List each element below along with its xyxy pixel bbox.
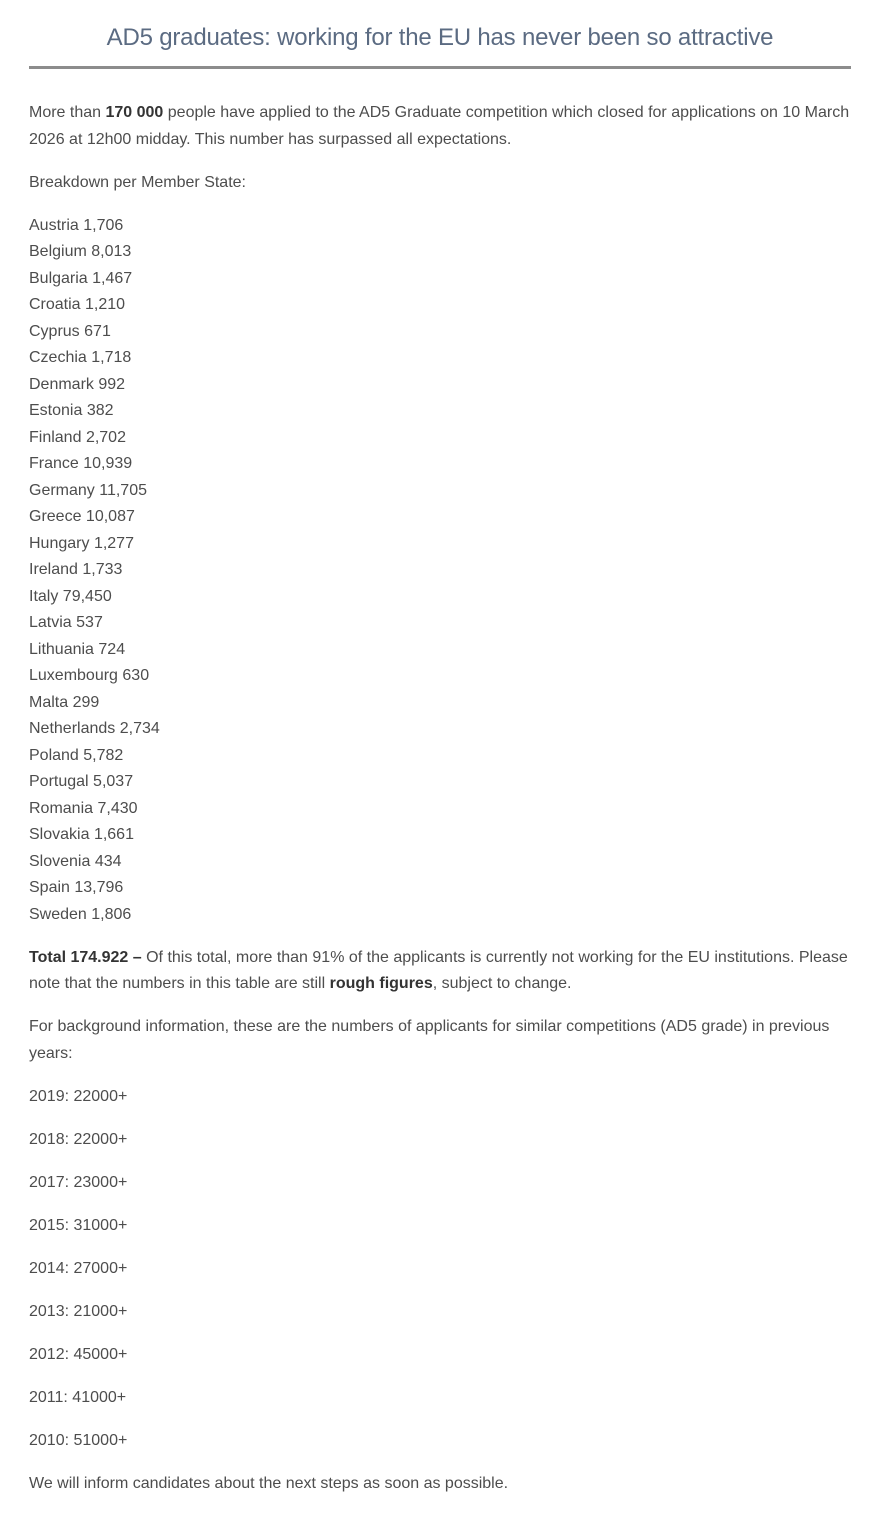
member-state-row (29, 743, 851, 770)
member-state-row (29, 531, 851, 558)
member-state-name: Croatia (29, 296, 81, 313)
previous-year-item: 2011: 41000+ (29, 1388, 127, 1406)
title-divider (29, 66, 851, 69)
member-state-count: 434 (94, 852, 122, 870)
article-body (29, 100, 851, 1514)
page-title: AD5 graduates: working for the EU has never been so attractive (106, 24, 774, 51)
member-state-name: Spain (29, 879, 70, 896)
member-state-row (29, 425, 851, 452)
previous-year-item: 2010: 51000+ (29, 1431, 128, 1449)
member-state-row (29, 902, 851, 929)
member-state-row (29, 690, 851, 717)
member-state-row (29, 769, 851, 796)
member-state-row (29, 266, 851, 293)
member-state-count: 724 (98, 640, 126, 658)
member-state-name: Hungary (29, 534, 90, 552)
member-state-name: Czechia (29, 349, 87, 366)
member-state-row (29, 239, 851, 266)
member-state-count: 1,661 (93, 826, 134, 843)
member-state-count: 5,782 (83, 746, 124, 764)
breakdown-label: Breakdown per Member State: (29, 173, 246, 191)
member-state-count: 1,467 (92, 269, 133, 287)
member-state-name: Poland (29, 746, 79, 764)
member-state-count: 299 (72, 693, 100, 711)
member-state-name: Lithuania (29, 640, 94, 658)
member-state-name: Malta (29, 693, 69, 711)
member-state-name: Germany (29, 481, 95, 499)
member-state-row (29, 292, 851, 319)
previous-year-item: 2018: 22000+ (29, 1130, 128, 1148)
member-state-count: 5,037 (93, 773, 134, 790)
member-state-row (29, 478, 851, 505)
member-state-count: 10,087 (85, 508, 135, 525)
member-state-count: 7,430 (97, 799, 138, 817)
previous-year-item: 2019: 22000+ (29, 1087, 128, 1105)
previous-years-list (29, 1084, 851, 1455)
member-state-name: Italy (29, 587, 59, 605)
member-state-name: Romania (29, 799, 94, 817)
member-state-count: 2,734 (119, 720, 160, 737)
total-text: Of this total, more than 91% of the applicants is currently not working for the EU institutions. Please note that the numbers in this table are still (29, 948, 848, 992)
member-state-row (29, 451, 851, 478)
member-state-name: Netherlands (29, 720, 116, 737)
member-state-row (29, 875, 851, 902)
rough-figures-label: rough figures (329, 975, 433, 992)
member-state-row (29, 584, 851, 611)
member-state-count: 1,718 (91, 349, 132, 366)
member-state-count: 1,733 (82, 561, 123, 578)
intro-paragraph (29, 100, 851, 153)
member-state-name: Estonia (29, 402, 83, 419)
member-state-count: 1,277 (93, 534, 134, 552)
member-state-count: 671 (84, 322, 111, 340)
previous-year-item: 2013: 21000+ (29, 1302, 128, 1320)
member-state-name: Finland (29, 428, 82, 446)
member-state-list (29, 213, 851, 929)
closing-paragraph: We will inform candidates about the next steps as soon as possible. (29, 1474, 509, 1492)
member-state-count: 1,806 (91, 905, 132, 923)
member-state-count: 1,706 (83, 216, 124, 234)
member-state-row (29, 637, 851, 664)
member-state-name: Greece (29, 508, 82, 525)
member-state-name: Luxembourg (29, 667, 118, 684)
member-state-count: 630 (122, 667, 150, 684)
member-state-row (29, 716, 851, 743)
member-state-name: Ireland (29, 561, 78, 578)
previous-year-item: 2014: 27000+ (29, 1259, 128, 1277)
member-state-count: 2,702 (85, 428, 126, 446)
member-state-row (29, 213, 851, 240)
member-state-name: Latvia (29, 614, 72, 631)
member-state-name: Belgium (29, 243, 87, 260)
member-state-row (29, 319, 851, 346)
member-state-row (29, 610, 851, 637)
member-state-name: Portugal (29, 773, 89, 790)
member-state-name: Cyprus (29, 322, 80, 340)
member-state-name: Slovenia (29, 852, 91, 870)
member-state-row (29, 822, 851, 849)
intro-applicants-count: 170 000 (105, 104, 164, 121)
member-state-row (29, 372, 851, 399)
member-state-count: 1,210 (85, 296, 126, 313)
intro-suffix: people have applied to the AD5 Graduate competition which closed for applications on 10 March 2026 at 12h00 midday. This number has surpassed all expectations. (29, 104, 850, 148)
member-state-row (29, 345, 851, 372)
member-state-name: Sweden (29, 905, 87, 923)
member-state-row (29, 849, 851, 876)
member-state-row (29, 796, 851, 823)
total-paragraph (29, 945, 851, 998)
member-state-row (29, 504, 851, 531)
previous-year-item: 2015: 31000+ (29, 1216, 128, 1234)
previous-year-item: 2012: 45000+ (29, 1345, 128, 1363)
member-state-name: Slovakia (29, 826, 90, 843)
intro-prefix: More than (29, 104, 106, 121)
member-state-row (29, 663, 851, 690)
total-text-end: , subject to change. (432, 975, 572, 992)
member-state-count: 11,705 (99, 481, 147, 499)
member-state-count: 10,939 (83, 455, 133, 472)
member-state-count: 13,796 (74, 879, 124, 896)
total-label: Total 174.922 – (29, 948, 142, 966)
member-state-name: Denmark (29, 375, 94, 393)
member-state-name: Austria (29, 216, 79, 234)
previous-year-item: 2017: 23000+ (29, 1173, 128, 1191)
background-paragraph: For background information, these are the numbers of applicants for similar competitions (AD5 grade) in previous years: (29, 1018, 830, 1062)
member-state-count: 8,013 (91, 243, 132, 260)
member-state-count: 382 (86, 402, 114, 419)
member-state-count: 537 (76, 614, 103, 631)
article (29, 0, 851, 1492)
member-state-row (29, 398, 851, 425)
member-state-name: France (29, 455, 79, 472)
member-state-row (29, 557, 851, 584)
member-state-name: Bulgaria (29, 269, 88, 287)
member-state-count: 992 (98, 375, 126, 393)
member-state-count: 79,450 (62, 587, 112, 605)
